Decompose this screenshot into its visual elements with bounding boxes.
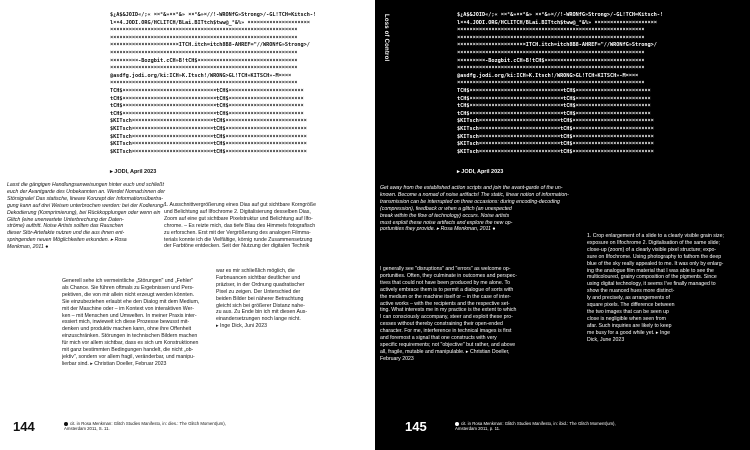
- inge-dick-continuation-de: war es mir schließlich möglich, die Farbnuancen sichtbar deutlicher und präziser, in der Ordnung quadratischer Pixel zu zeigen. Der Unterschied der beiden Bilder bei näherer Betrachtung gleicht sich bei größerer Distanz nahe- zu aus. Zu Ende bin ich mit diesen Aus- einandersetzungen noch lange nicht. ▸ Inge Dick, Juni 2023: [216, 268, 308, 330]
- doeller-text-en: I generally see "disruptions" and "errors" as welcome op- portunities. Often, they culminate in outcomes and perspec- tives that could not have been produced by me alone. To actively embrace them is to permit a dialogue of sorts with the medium or the machine itself or – in the case of inter- active works – with the recipients and the respective set- ting. What interests me in my practice is the extent to which I can consciously accompany, steer and exploit these pro- cesses without thereby constraining their open-ended character. For me, interference in technical images is first and foremost a signal that one constructs with very specific requirements; not "objective" but rather, and above all, fragile, mutable and manipulable. ▸ Christian Doeller, February 2023: [380, 266, 517, 362]
- footnote-text: cit. in Rosa Menkman: Glitch Studies Manifesto, in: dies.: The Glitch Moment(um), Amsterdam 2011, S. 11.: [64, 421, 226, 432]
- menkman-quote-en: Get away from the established action scripts and join the avant-garde of the un- known. Become a nomad of noise artifacts! The static, linear notion of information- transmission can be interrupted on three occasions: during encoding-decoding (compression), feedback or when a glitch (an unexpected break within the flow of technology) occurs. Noise artists must exploit these noise artifacts and explore the new op- portunities they provide. ▸ Rosa Menkman, 2011 ●: [380, 185, 569, 233]
- glitch-code-block: $¿Â$&JOID«/;« ¤¤°&»¤¤°&» ¤¤°&»¤//!-WRONfG»Strong>/-GL!TCH=Kitsch-! l¤¤4.JODI.ORG/HCLITCH/BLai.BITtch$tww@_°&%» ¤¤¤¤¤¤¤¤¤¤¤¤¤¤¤¤¤¤¤¤ ¤¤¤¤¤¤¤¤¤¤¤¤¤¤¤¤¤¤¤¤¤¤¤¤¤¤¤¤¤¤¤¤¤¤¤¤¤¤¤¤¤¤¤¤¤¤¤¤¤¤¤¤¤¤¤¤¤¤¤¤ ¤¤¤¤¤¤¤¤¤¤¤¤¤¤¤¤¤¤¤¤¤¤¤¤¤¤¤¤¤¤¤¤¤¤¤¤¤¤¤¤¤¤¤¤¤¤¤¤¤¤¤¤¤¤¤¤¤¤¤¤ ¤¤¤¤¤¤¤¤¤¤¤¤¤¤¤¤¤¤¤¤¤¤ITCH.itch=itch8B8-AHREF="//WRONfG»Strong>/ ¤¤¤¤¤¤¤¤¤¤¤¤¤¤¤¤¤¤¤¤¤¤¤¤¤¤¤¤¤¤¤¤¤¤¤¤¤¤¤¤¤¤¤¤¤¤¤¤¤¤¤¤¤¤¤¤¤¤¤¤ ¤¤¤¤¤¤¤¤¤-Bozgbit.cCH»B!tCH$¤¤¤¤¤¤¤¤¤¤¤¤¤¤¤¤¤¤¤¤¤¤¤¤¤¤¤¤¤¤¤¤ ¤¤¤¤¤¤¤¤¤¤¤¤¤¤¤¤¤¤¤¤¤¤¤¤¤¤¤¤¤¤¤¤¤¤¤¤¤¤¤¤¤¤¤¤¤¤¤¤¤¤¤¤¤¤¤¤¤¤¤¤ @asdfg.jodi.org/ki:ICH»K.Itsch!/WRONG>GL!TCH»KITSCH»-M¤¤¤¤ ¤¤¤¤¤¤¤¤¤¤¤¤¤¤¤¤¤¤¤¤¤¤¤¤¤¤¤¤¤¤¤¤¤¤¤¤¤¤¤¤¤¤¤¤¤¤¤¤¤¤¤¤¤¤¤¤¤¤¤¤ TCH$¤¤¤¤¤¤¤¤¤¤¤¤¤¤¤¤¤¤¤¤¤¤¤¤¤¤¤¤¤¤tCH$¤¤¤¤¤¤¤¤¤¤¤¤¤¤¤¤¤¤¤¤¤¤¤¤ tCH$¤¤¤¤¤¤¤¤¤¤¤¤¤¤¤¤¤¤¤¤¤¤¤¤¤¤¤¤¤¤tCH$¤¤¤¤¤¤¤¤¤¤¤¤¤¤¤¤¤¤¤¤¤¤¤¤ tCH$¤¤¤¤¤¤¤¤¤¤¤¤¤¤¤¤¤¤¤¤¤¤¤¤¤¤¤¤¤¤tCH$¤¤¤¤¤¤¤¤¤¤¤¤¤¤¤¤¤¤¤¤¤¤¤¤ tCH$¤¤¤¤¤¤¤¤¤¤¤¤¤¤¤¤¤¤¤¤¤¤¤¤¤¤¤¤¤¤tCH$¤¤¤¤¤¤¤¤¤¤¤¤¤¤¤¤¤¤¤¤¤¤¤¤ $KITsch¤¤¤¤¤¤¤¤¤¤¤¤¤¤¤¤¤¤¤¤¤¤¤¤¤¤tCH$¤¤¤¤¤¤¤¤¤¤¤¤¤¤¤¤¤¤¤¤¤¤¤¤¤¤ $KITsch¤¤¤¤¤¤¤¤¤¤¤¤¤¤¤¤¤¤¤¤¤¤¤¤¤¤tCH$¤¤¤¤¤¤¤¤¤¤¤¤¤¤¤¤¤¤¤¤¤¤¤¤¤¤ $KITsch¤¤¤¤¤¤¤¤¤¤¤¤¤¤¤¤¤¤¤¤¤¤¤¤¤¤tCH$¤¤¤¤¤¤¤¤¤¤¤¤¤¤¤¤¤¤¤¤¤¤¤¤¤¤ $KITsch¤¤¤¤¤¤¤¤¤¤¤¤¤¤¤¤¤¤¤¤¤¤¤¤¤¤tCH$¤¤¤¤¤¤¤¤¤¤¤¤¤¤¤¤¤¤¤¤¤¤¤¤¤¤ $KITsch¤¤¤¤¤¤¤¤¤¤¤¤¤¤¤¤¤¤¤¤¤¤¤¤¤¤tCH$¤¤¤¤¤¤¤¤¤¤¤¤¤¤¤¤¤¤¤¤¤¤¤¤¤¤: [457, 12, 664, 155]
- glitch-credit: ▸ JODI, April 2023: [457, 169, 504, 175]
- glitch-credit: ▸ JODI, April 2023: [110, 169, 157, 175]
- footnote-marker-icon: [64, 422, 68, 426]
- footnote: [455, 421, 616, 432]
- page-number: 145: [405, 419, 427, 434]
- inge-dick-text-en: 1. Crop enlargement of a slide to a clearly visible grain size; exposure on Ilfochrome 2. Digitalisation of the same slide; close-up (zoom) of a clearly visible pixel structure; expo- sure on Ilfochrome. Using photography to fathom the deep blue of the sky really appealed to me. It was only by enlarg- ing the analogue film material that I was able to see the multicoloured, grainy composition of the pigments. Since using digital technology, it seems I've finally managed to show the nuanced hues more distinct- ly and precisely, as arrangements of square pixels. The difference between the two images that can be seen up close is negligible when seen from afar. Such inquiries are likely to keep me busy for a good while yet. ▸ Inge Dick, June 2023: [587, 233, 724, 343]
- footnote-text: cit. in Rosa Menkman: Glitch Studies Manifesto, in: ibid.: The Glitch Moment(um), Amsterdam 2011, p. 11.: [455, 421, 616, 432]
- footnote: [64, 421, 226, 432]
- doeller-text-de: Generell sehe ich vermeintliche „Störungen" und „Fehler" als Chance. Sie führen oftmals zu Ergebnissen und Pers- pektiven, die von mir allein nicht erzeugt werden könnten. Sie einzubeziehen erlaubt ehe den Dialog mit dem Medium, mit der Maschine oder – im Kontext von interaktiven Wer- ken – mit Menschen und Umwelten. In meiner Praxis inter- essiert mich, inwieweit ich diese Prozesse bewusst mit- denken und produktiv machen kann, ohne ihre Offenheit einzuschränken. Störungen in technischen Bildern machen für mich vor allem sichtbar, dass es sich um Konstruktionen mit ganz bestimmten Bedingungen handelt, die nicht „ob- jektiv", sondern vor allem fragil, veränderbar, und manipu- lierbar sind. ▸ Christian Doeller, Februar 2023: [62, 278, 200, 367]
- footnote-marker-icon: [455, 422, 459, 426]
- vertical-section-title: Loss of Control: [383, 14, 389, 62]
- right-page: [375, 0, 750, 450]
- glitch-code-block: $¿Â$&JOID«/;« ¤¤°&»¤¤°&» ¤¤°&»¤//!-WRONfG»Strong>/-GL!TCH=Kitsch-! l¤¤4.JODI.ORG/HCLITCH/BLai.BITtch$tww@_°&%» ¤¤¤¤¤¤¤¤¤¤¤¤¤¤¤¤¤¤¤¤ ¤¤¤¤¤¤¤¤¤¤¤¤¤¤¤¤¤¤¤¤¤¤¤¤¤¤¤¤¤¤¤¤¤¤¤¤¤¤¤¤¤¤¤¤¤¤¤¤¤¤¤¤¤¤¤¤¤¤¤¤ ¤¤¤¤¤¤¤¤¤¤¤¤¤¤¤¤¤¤¤¤¤¤¤¤¤¤¤¤¤¤¤¤¤¤¤¤¤¤¤¤¤¤¤¤¤¤¤¤¤¤¤¤¤¤¤¤¤¤¤¤ ¤¤¤¤¤¤¤¤¤¤¤¤¤¤¤¤¤¤¤¤¤¤ITCH.itch=itch8B8-AHREF="//WRONfG»Strong>/ ¤¤¤¤¤¤¤¤¤¤¤¤¤¤¤¤¤¤¤¤¤¤¤¤¤¤¤¤¤¤¤¤¤¤¤¤¤¤¤¤¤¤¤¤¤¤¤¤¤¤¤¤¤¤¤¤¤¤¤¤ ¤¤¤¤¤¤¤¤¤-Bozgbit.cCH»B!tCH$¤¤¤¤¤¤¤¤¤¤¤¤¤¤¤¤¤¤¤¤¤¤¤¤¤¤¤¤¤¤¤¤ ¤¤¤¤¤¤¤¤¤¤¤¤¤¤¤¤¤¤¤¤¤¤¤¤¤¤¤¤¤¤¤¤¤¤¤¤¤¤¤¤¤¤¤¤¤¤¤¤¤¤¤¤¤¤¤¤¤¤¤¤ @asdfg.jodi.org/ki:ICH»K.Itsch!/WRONG>GL!TCH»KITSCH»-M¤¤¤¤ ¤¤¤¤¤¤¤¤¤¤¤¤¤¤¤¤¤¤¤¤¤¤¤¤¤¤¤¤¤¤¤¤¤¤¤¤¤¤¤¤¤¤¤¤¤¤¤¤¤¤¤¤¤¤¤¤¤¤¤¤ TCH$¤¤¤¤¤¤¤¤¤¤¤¤¤¤¤¤¤¤¤¤¤¤¤¤¤¤¤¤¤¤tCH$¤¤¤¤¤¤¤¤¤¤¤¤¤¤¤¤¤¤¤¤¤¤¤¤ tCH$¤¤¤¤¤¤¤¤¤¤¤¤¤¤¤¤¤¤¤¤¤¤¤¤¤¤¤¤¤¤tCH$¤¤¤¤¤¤¤¤¤¤¤¤¤¤¤¤¤¤¤¤¤¤¤¤ tCH$¤¤¤¤¤¤¤¤¤¤¤¤¤¤¤¤¤¤¤¤¤¤¤¤¤¤¤¤¤¤tCH$¤¤¤¤¤¤¤¤¤¤¤¤¤¤¤¤¤¤¤¤¤¤¤¤ tCH$¤¤¤¤¤¤¤¤¤¤¤¤¤¤¤¤¤¤¤¤¤¤¤¤¤¤¤¤¤¤tCH$¤¤¤¤¤¤¤¤¤¤¤¤¤¤¤¤¤¤¤¤¤¤¤¤ $KITsch¤¤¤¤¤¤¤¤¤¤¤¤¤¤¤¤¤¤¤¤¤¤¤¤¤¤tCH$¤¤¤¤¤¤¤¤¤¤¤¤¤¤¤¤¤¤¤¤¤¤¤¤¤¤ $KITsch¤¤¤¤¤¤¤¤¤¤¤¤¤¤¤¤¤¤¤¤¤¤¤¤¤¤tCH$¤¤¤¤¤¤¤¤¤¤¤¤¤¤¤¤¤¤¤¤¤¤¤¤¤¤ $KITsch¤¤¤¤¤¤¤¤¤¤¤¤¤¤¤¤¤¤¤¤¤¤¤¤¤¤tCH$¤¤¤¤¤¤¤¤¤¤¤¤¤¤¤¤¤¤¤¤¤¤¤¤¤¤ $KITsch¤¤¤¤¤¤¤¤¤¤¤¤¤¤¤¤¤¤¤¤¤¤¤¤¤¤tCH$¤¤¤¤¤¤¤¤¤¤¤¤¤¤¤¤¤¤¤¤¤¤¤¤¤¤ $KITsch¤¤¤¤¤¤¤¤¤¤¤¤¤¤¤¤¤¤¤¤¤¤¤¤¤¤tCH$¤¤¤¤¤¤¤¤¤¤¤¤¤¤¤¤¤¤¤¤¤¤¤¤¤¤: [110, 12, 317, 155]
- page-number: 144: [13, 419, 35, 434]
- menkman-quote-de: Lasst die gängigen Handlungsanweisungen hinter euch und schließt euch der Avantgarde des Unbekannten an. Werdet Nomad:innen der Störsignale! Das statische, lineare Konzept der Informationsübertra- gung kann auf drei Weisen unterbrochen werden: bei der Kodierung/ Dekodierung (Komprimierung), bei Rückkopplungen oder wenn ein Glitch (eine unerwartete Unterbrechung der Daten- ströme) auftritt. Noise Artists sollten das Rauschen dieser Stör-Artefakte nutzen und die aus ihnen ent- springenden neuen Möglichkeiten erkunden. ▸ Rosa Menkman, 2011 ●: [7, 182, 165, 251]
- inge-dick-text-de: 1. Ausschnittvergrößerung eines Dias auf gut sichtbare Korngröße und Belichtung auf Ilfochrome 2. Digitalisierung desselben Dias, Zoom auf eine gut sichtbare Pixelstruktur und Belichtung auf Ilfo- chrome. – Es reizte mich, das tiefe Blau des Himmels fotografisch zu erforschen. Erst mit der Vergrößerung des analogen Filmma- terials konnte ich die Vielfältige, körnig runde Zusammensetzung der Farbtöne entdecken. Seit der Nutzung der digitalen Technik: [164, 202, 316, 250]
